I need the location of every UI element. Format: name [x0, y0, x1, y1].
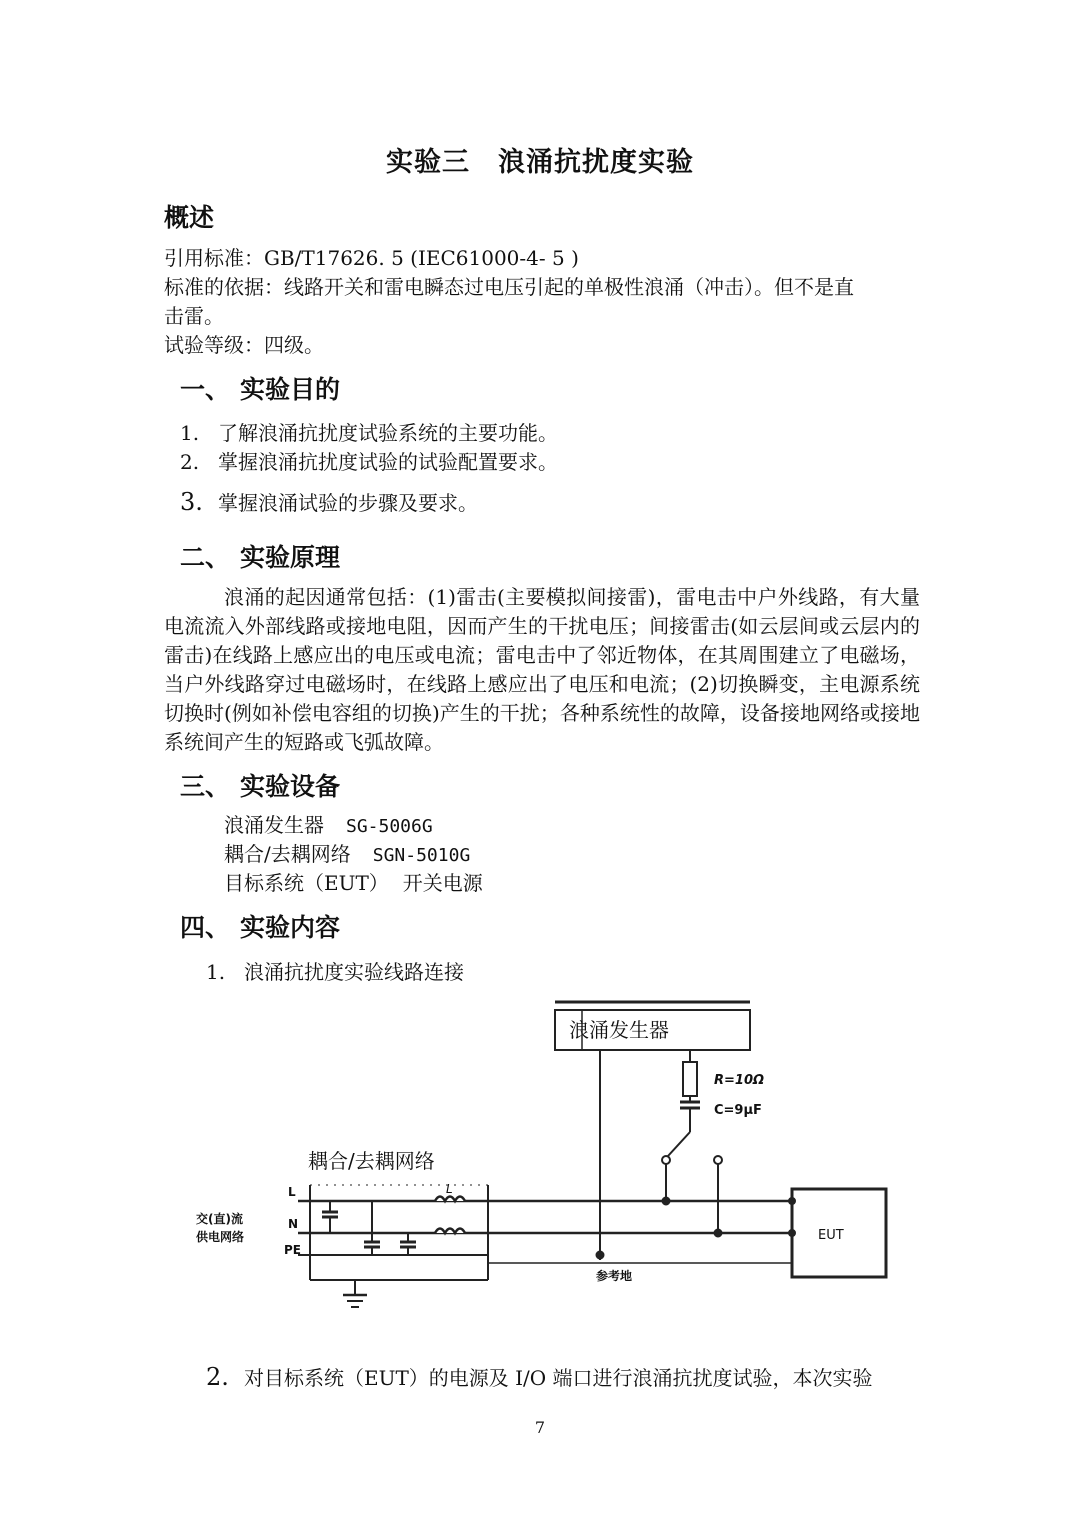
- surge-test-circuit-diagram: [0, 990, 1080, 1320]
- section-1-title: 实验目的: [240, 375, 341, 404]
- line-n-label: N: [288, 1217, 299, 1231]
- section-3-title: 实验设备: [240, 772, 341, 801]
- resistor-label: R=10Ω: [714, 1073, 765, 1088]
- section-3-heading: [180, 767, 340, 803]
- cdn-label: 耦合/去耦网络: [308, 1149, 435, 1173]
- supply-label-2: 供电网络: [196, 1230, 245, 1244]
- eut-label: EUT: [818, 1228, 844, 1243]
- page-title: 实验三 浪涌抗扰度实验: [386, 147, 694, 178]
- section-1-heading: [180, 370, 340, 406]
- capacitor-label: C=9μF: [714, 1103, 762, 1118]
- principle-paragraph: 浪涌的起因通常包括：(1)雷击(主要模拟间接雷)，雷电击中户外线路，有大量电流流入外部线路或接地电阻，因而产生的干扰电压；间接雷击(如云层间或云层内的雷击)在线路上感应出的电压或电流；雷电击中了邻近物体，在其周围建立了电磁场，当户外线路穿过电磁场时，在线路上感应出了电压和电流；(2)切换瞬变，主电源系统切换时(例如补偿电容组的切换)产生的干扰；各种系统性的故障，设备接地网络或接地系统间产生的短路或飞弧故障。: [164, 585, 920, 754]
- section-4-number: 四、: [180, 913, 231, 942]
- basis-line-2: 击雷。: [164, 304, 224, 328]
- equipment-item: 浪涌发生器 SG-5006G: [224, 813, 433, 837]
- equipment-item: 耦合/去耦网络 SGN-5010G: [224, 842, 471, 866]
- section-4-heading: [180, 908, 340, 944]
- list-item: 3. 掌握浪涌试验的步骤及要求。: [180, 488, 478, 516]
- equipment-item: 目标系统（EUT） 开关电源: [224, 871, 483, 895]
- section-2-title: 实验原理: [240, 543, 341, 572]
- content-item-2: 2. 对目标系统（EUT）的电源及 I/O 端口进行浪涌抗扰度试验，本次实验: [206, 1363, 873, 1391]
- basis-line-1: 标准的依据：线路开关和雷电瞬态过电压引起的单极性浪涌（冲击）。但不是直: [164, 275, 854, 299]
- level-line: 试验等级：四级。: [164, 333, 324, 357]
- generator-label: 浪涌发生器: [569, 1018, 669, 1042]
- supply-label-1: 交(直)流: [196, 1212, 243, 1226]
- standard-line: 引用标准：GB/T17626. 5 (IEC61000-4- 5 ): [164, 246, 579, 270]
- section-3-number: 三、: [180, 772, 231, 801]
- section-4-title: 实验内容: [240, 913, 341, 942]
- inductor-label: L: [446, 1182, 453, 1196]
- content-item-1: 1. 浪涌抗扰度实验线路连接: [206, 960, 464, 984]
- section-1-number: 一、: [180, 375, 231, 404]
- overview-heading: 概述: [164, 203, 215, 232]
- reference-ground-label: 参考地: [596, 1269, 633, 1283]
- section-2-number: 二、: [180, 543, 231, 572]
- page-number: 7: [534, 1418, 546, 1437]
- list-item: 1. 了解浪涌抗扰度试验系统的主要功能。: [180, 421, 558, 445]
- line-pe-label: PE: [284, 1243, 301, 1257]
- section-2-heading: [180, 538, 340, 574]
- resistor-symbol: [683, 1062, 697, 1096]
- list-item: 2. 掌握浪涌抗扰度试验的试验配置要求。: [180, 450, 558, 474]
- line-l-label: L: [288, 1185, 296, 1199]
